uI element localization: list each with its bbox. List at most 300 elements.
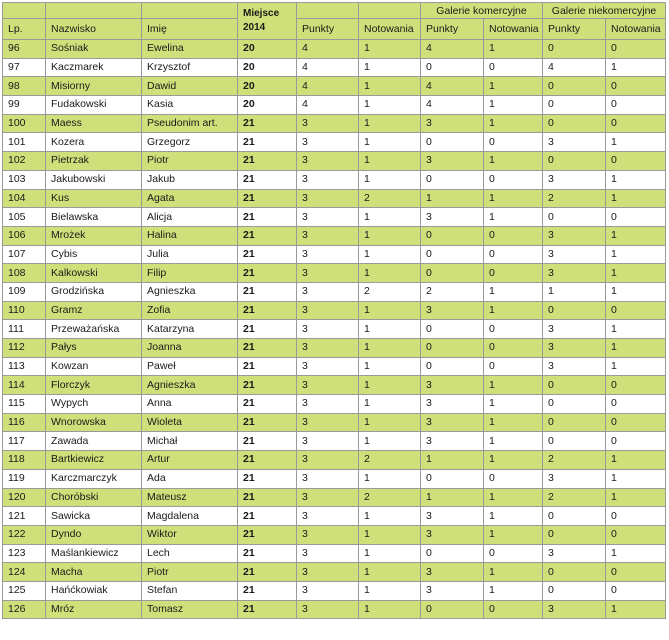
cell-nazwisko: Kaczmarek: [46, 58, 142, 77]
header-gn-punkty: Punkty: [543, 19, 606, 40]
cell-miejsce: 21: [238, 133, 297, 152]
cell-imie: Artur: [142, 451, 238, 470]
cell-lp: 119: [3, 469, 46, 488]
cell-gk-notowania: 1: [484, 114, 543, 133]
cell-miejsce: 21: [238, 264, 297, 283]
table-row: [3, 600, 666, 619]
cell-notowania: 1: [359, 114, 421, 133]
cell-notowania: 1: [359, 226, 421, 245]
header-galerie-niekomercyjne: Galerie niekomercyjne: [543, 3, 666, 19]
cell-lp: 125: [3, 581, 46, 600]
cell-nazwisko: Misiorny: [46, 77, 142, 96]
header-galerie-komercyjne: Galerie komercyjne: [421, 3, 543, 19]
cell-gn-notowania: 0: [606, 208, 666, 227]
cell-gn-punkty: 0: [543, 301, 606, 320]
cell-imie: Katarzyna: [142, 320, 238, 339]
cell-gn-notowania: 0: [606, 413, 666, 432]
cell-miejsce: 20: [238, 58, 297, 77]
cell-notowania: 1: [359, 600, 421, 619]
cell-imie: Filip: [142, 264, 238, 283]
cell-gn-punkty: 3: [543, 170, 606, 189]
cell-nazwisko: Gramz: [46, 301, 142, 320]
cell-lp: 103: [3, 170, 46, 189]
cell-gk-punkty: 1: [421, 451, 484, 470]
cell-gn-punkty: 0: [543, 432, 606, 451]
cell-gk-punkty: 3: [421, 208, 484, 227]
cell-imie: Julia: [142, 245, 238, 264]
cell-gn-notowania: 1: [606, 600, 666, 619]
header-gk-punkty: Punkty: [421, 19, 484, 40]
cell-gn-notowania: 1: [606, 189, 666, 208]
table-row: [3, 413, 666, 432]
cell-gn-notowania: 1: [606, 282, 666, 301]
cell-miejsce: 21: [238, 395, 297, 414]
cell-nazwisko: Maślankiewicz: [46, 544, 142, 563]
cell-gn-notowania: 0: [606, 114, 666, 133]
cell-lp: 122: [3, 525, 46, 544]
header-blank-lp: [3, 3, 46, 19]
cell-notowania: 1: [359, 40, 421, 59]
cell-punkty: 3: [297, 507, 359, 526]
cell-gk-punkty: 3: [421, 114, 484, 133]
cell-gn-notowania: 1: [606, 226, 666, 245]
cell-notowania: 2: [359, 189, 421, 208]
cell-punkty: 3: [297, 451, 359, 470]
table-row: [3, 152, 666, 171]
cell-notowania: 1: [359, 507, 421, 526]
cell-gk-notowania: 1: [484, 581, 543, 600]
cell-gn-punkty: 0: [543, 96, 606, 115]
table-row: [3, 226, 666, 245]
cell-gn-punkty: 2: [543, 451, 606, 470]
cell-imie: Stefan: [142, 581, 238, 600]
cell-punkty: 3: [297, 245, 359, 264]
cell-lp: 110: [3, 301, 46, 320]
cell-lp: 123: [3, 544, 46, 563]
cell-gk-notowania: 1: [484, 413, 543, 432]
cell-imie: Agnieszka: [142, 282, 238, 301]
cell-gn-notowania: 1: [606, 58, 666, 77]
cell-gk-punkty: 0: [421, 245, 484, 264]
cell-gn-punkty: 1: [543, 282, 606, 301]
cell-gk-punkty: 3: [421, 563, 484, 582]
cell-miejsce: 21: [238, 376, 297, 395]
cell-gn-notowania: 1: [606, 170, 666, 189]
cell-gk-notowania: 0: [484, 264, 543, 283]
cell-nazwisko: Mróz: [46, 600, 142, 619]
cell-gn-notowania: 1: [606, 339, 666, 358]
cell-gn-notowania: 1: [606, 469, 666, 488]
cell-notowania: 1: [359, 376, 421, 395]
cell-gk-notowania: 1: [484, 189, 543, 208]
cell-miejsce: 21: [238, 451, 297, 470]
cell-imie: Joanna: [142, 339, 238, 358]
table-row: [3, 525, 666, 544]
cell-punkty: 3: [297, 208, 359, 227]
cell-gn-punkty: 0: [543, 525, 606, 544]
cell-gn-notowania: 0: [606, 563, 666, 582]
cell-nazwisko: Kozera: [46, 133, 142, 152]
cell-punkty: 3: [297, 581, 359, 600]
cell-miejsce: 21: [238, 507, 297, 526]
cell-lp: 121: [3, 507, 46, 526]
cell-miejsce: 21: [238, 581, 297, 600]
cell-nazwisko: Hańćkowiak: [46, 581, 142, 600]
cell-gk-notowania: 0: [484, 58, 543, 77]
cell-punkty: 3: [297, 600, 359, 619]
header-notowania: Notowania: [359, 19, 421, 40]
cell-punkty: 3: [297, 376, 359, 395]
cell-imie: Halina: [142, 226, 238, 245]
table-row: [3, 451, 666, 470]
cell-miejsce: 20: [238, 40, 297, 59]
cell-punkty: 3: [297, 301, 359, 320]
cell-punkty: 3: [297, 264, 359, 283]
table-row: [3, 189, 666, 208]
cell-lp: 126: [3, 600, 46, 619]
cell-gn-notowania: 0: [606, 40, 666, 59]
cell-lp: 111: [3, 320, 46, 339]
cell-lp: 104: [3, 189, 46, 208]
table-row: [3, 395, 666, 414]
cell-lp: 100: [3, 114, 46, 133]
cell-gk-notowania: 1: [484, 152, 543, 171]
cell-gn-punkty: 0: [543, 395, 606, 414]
cell-lp: 118: [3, 451, 46, 470]
cell-gn-notowania: 1: [606, 320, 666, 339]
cell-nazwisko: Jakubowski: [46, 170, 142, 189]
cell-gk-notowania: 1: [484, 525, 543, 544]
table-row: [3, 320, 666, 339]
cell-miejsce: 20: [238, 77, 297, 96]
cell-gk-notowania: 1: [484, 77, 543, 96]
cell-punkty: 4: [297, 40, 359, 59]
header-blank-nazwisko: [46, 3, 142, 19]
cell-gn-punkty: 2: [543, 189, 606, 208]
cell-miejsce: 21: [238, 226, 297, 245]
cell-punkty: 3: [297, 469, 359, 488]
table-row: [3, 58, 666, 77]
cell-gk-punkty: 4: [421, 40, 484, 59]
cell-gk-notowania: 1: [484, 301, 543, 320]
header-row-group: [3, 3, 666, 19]
cell-gk-notowania: 0: [484, 245, 543, 264]
cell-gk-punkty: 3: [421, 525, 484, 544]
cell-notowania: 1: [359, 208, 421, 227]
header-row-columns: [3, 19, 666, 40]
cell-gn-punkty: 3: [543, 357, 606, 376]
table-row: [3, 208, 666, 227]
cell-imie: Kasia: [142, 96, 238, 115]
cell-miejsce: 21: [238, 432, 297, 451]
cell-notowania: 1: [359, 301, 421, 320]
cell-lp: 112: [3, 339, 46, 358]
cell-gn-notowania: 0: [606, 77, 666, 96]
cell-gn-notowania: 0: [606, 581, 666, 600]
cell-gk-punkty: 4: [421, 96, 484, 115]
cell-miejsce: 21: [238, 114, 297, 133]
cell-imie: Mateusz: [142, 488, 238, 507]
cell-gk-punkty: 1: [421, 189, 484, 208]
cell-nazwisko: Sawicka: [46, 507, 142, 526]
cell-punkty: 3: [297, 152, 359, 171]
table-row: [3, 581, 666, 600]
cell-imie: Pseudonim art.: [142, 114, 238, 133]
cell-punkty: 3: [297, 170, 359, 189]
cell-notowania: 1: [359, 525, 421, 544]
table-row: [3, 114, 666, 133]
cell-imie: Tomasz: [142, 600, 238, 619]
cell-notowania: 1: [359, 544, 421, 563]
cell-nazwisko: Mrożek: [46, 226, 142, 245]
cell-miejsce: 21: [238, 563, 297, 582]
cell-miejsce: 21: [238, 469, 297, 488]
cell-imie: Paweł: [142, 357, 238, 376]
cell-lp: 117: [3, 432, 46, 451]
cell-nazwisko: Pałys: [46, 339, 142, 358]
cell-notowania: 1: [359, 96, 421, 115]
cell-miejsce: 21: [238, 544, 297, 563]
cell-gn-punkty: 0: [543, 208, 606, 227]
cell-imie: Jakub: [142, 170, 238, 189]
header-gk-notowania: Notowania: [484, 19, 543, 40]
cell-gk-notowania: 0: [484, 600, 543, 619]
cell-gn-punkty: 3: [543, 339, 606, 358]
cell-gk-punkty: 3: [421, 581, 484, 600]
cell-imie: Dawid: [142, 77, 238, 96]
cell-lp: 99: [3, 96, 46, 115]
cell-punkty: 3: [297, 563, 359, 582]
table-row: [3, 469, 666, 488]
cell-gn-notowania: 0: [606, 96, 666, 115]
cell-punkty: 3: [297, 226, 359, 245]
table-row: [3, 339, 666, 358]
cell-notowania: 1: [359, 170, 421, 189]
cell-gk-punkty: 3: [421, 395, 484, 414]
table-row: [3, 170, 666, 189]
cell-lp: 120: [3, 488, 46, 507]
cell-punkty: 3: [297, 413, 359, 432]
cell-nazwisko: Kus: [46, 189, 142, 208]
cell-gk-punkty: 3: [421, 413, 484, 432]
cell-gn-punkty: 3: [543, 544, 606, 563]
cell-gn-punkty: 3: [543, 245, 606, 264]
cell-gk-notowania: 1: [484, 395, 543, 414]
cell-gn-punkty: 0: [543, 507, 606, 526]
cell-gn-punkty: 0: [543, 114, 606, 133]
cell-gk-punkty: 0: [421, 469, 484, 488]
cell-gn-punkty: 3: [543, 133, 606, 152]
cell-gn-notowania: 1: [606, 451, 666, 470]
cell-gk-punkty: 0: [421, 226, 484, 245]
cell-miejsce: 21: [238, 170, 297, 189]
cell-lp: 98: [3, 77, 46, 96]
cell-punkty: 3: [297, 488, 359, 507]
cell-miejsce: 21: [238, 282, 297, 301]
cell-miejsce: 21: [238, 525, 297, 544]
cell-notowania: 2: [359, 282, 421, 301]
cell-gk-notowania: 1: [484, 40, 543, 59]
cell-gn-notowania: 1: [606, 357, 666, 376]
cell-gk-punkty: 0: [421, 600, 484, 619]
cell-gk-punkty: 3: [421, 432, 484, 451]
header-miejsce: Miejsce 2014: [238, 3, 297, 40]
table-row: [3, 544, 666, 563]
cell-gk-punkty: 0: [421, 320, 484, 339]
cell-punkty: 3: [297, 525, 359, 544]
cell-notowania: 1: [359, 339, 421, 358]
cell-notowania: 1: [359, 264, 421, 283]
cell-notowania: 1: [359, 563, 421, 582]
cell-punkty: 3: [297, 432, 359, 451]
ranking-table: [2, 2, 666, 619]
cell-imie: Wioleta: [142, 413, 238, 432]
cell-punkty: 3: [297, 320, 359, 339]
cell-lp: 101: [3, 133, 46, 152]
cell-imie: Michał: [142, 432, 238, 451]
cell-imie: Ewelina: [142, 40, 238, 59]
cell-gk-punkty: 0: [421, 133, 484, 152]
cell-gn-punkty: 3: [543, 600, 606, 619]
cell-imie: Lech: [142, 544, 238, 563]
cell-gk-notowania: 0: [484, 544, 543, 563]
cell-punkty: 3: [297, 544, 359, 563]
cell-miejsce: 21: [238, 208, 297, 227]
cell-nazwisko: Macha: [46, 563, 142, 582]
cell-notowania: 1: [359, 245, 421, 264]
cell-gn-punkty: 0: [543, 581, 606, 600]
cell-lp: 116: [3, 413, 46, 432]
cell-nazwisko: Kalkowski: [46, 264, 142, 283]
cell-miejsce: 20: [238, 96, 297, 115]
table-row: [3, 432, 666, 451]
cell-miejsce: 21: [238, 152, 297, 171]
cell-gk-punkty: 3: [421, 507, 484, 526]
cell-gk-notowania: 0: [484, 226, 543, 245]
cell-imie: Piotr: [142, 152, 238, 171]
table-row: [3, 77, 666, 96]
cell-punkty: 4: [297, 96, 359, 115]
cell-gk-notowania: 1: [484, 507, 543, 526]
cell-gn-punkty: 3: [543, 264, 606, 283]
cell-gk-punkty: 0: [421, 264, 484, 283]
cell-gk-notowania: 0: [484, 469, 543, 488]
header-lp: Lp.: [3, 19, 46, 40]
cell-gk-notowania: 1: [484, 282, 543, 301]
cell-miejsce: 21: [238, 339, 297, 358]
cell-punkty: 3: [297, 339, 359, 358]
cell-gn-punkty: 0: [543, 40, 606, 59]
table-row: [3, 376, 666, 395]
cell-gn-punkty: 2: [543, 488, 606, 507]
cell-nazwisko: Pietrzak: [46, 152, 142, 171]
table-row: [3, 282, 666, 301]
cell-imie: Ada: [142, 469, 238, 488]
cell-punkty: 4: [297, 77, 359, 96]
cell-notowania: 1: [359, 432, 421, 451]
cell-gn-punkty: 0: [543, 376, 606, 395]
cell-gk-punkty: 0: [421, 170, 484, 189]
header-blank-punkty: [297, 3, 359, 19]
cell-gk-notowania: 1: [484, 208, 543, 227]
cell-nazwisko: Kowzan: [46, 357, 142, 376]
table-row: [3, 96, 666, 115]
cell-gk-notowania: 1: [484, 376, 543, 395]
cell-gk-punkty: 3: [421, 152, 484, 171]
cell-notowania: 1: [359, 395, 421, 414]
cell-lp: 106: [3, 226, 46, 245]
cell-punkty: 3: [297, 114, 359, 133]
cell-gn-notowania: 0: [606, 301, 666, 320]
table-row: [3, 357, 666, 376]
cell-imie: Agnieszka: [142, 376, 238, 395]
cell-nazwisko: Zawada: [46, 432, 142, 451]
cell-miejsce: 21: [238, 413, 297, 432]
cell-gk-punkty: 1: [421, 488, 484, 507]
cell-gn-notowania: 1: [606, 264, 666, 283]
cell-nazwisko: Cybis: [46, 245, 142, 264]
cell-lp: 109: [3, 282, 46, 301]
cell-lp: 108: [3, 264, 46, 283]
cell-imie: Agata: [142, 189, 238, 208]
cell-lp: 114: [3, 376, 46, 395]
cell-nazwisko: Florczyk: [46, 376, 142, 395]
table-row: [3, 301, 666, 320]
cell-gn-notowania: 1: [606, 133, 666, 152]
cell-gk-notowania: 0: [484, 133, 543, 152]
cell-gk-notowania: 0: [484, 357, 543, 376]
cell-nazwisko: Grodzińska: [46, 282, 142, 301]
cell-imie: Zofia: [142, 301, 238, 320]
cell-gn-notowania: 1: [606, 245, 666, 264]
cell-gk-notowania: 0: [484, 170, 543, 189]
cell-notowania: 1: [359, 357, 421, 376]
cell-punkty: 4: [297, 58, 359, 77]
table-row: [3, 40, 666, 59]
cell-notowania: 1: [359, 133, 421, 152]
cell-miejsce: 21: [238, 320, 297, 339]
cell-gk-notowania: 0: [484, 339, 543, 358]
cell-gk-punkty: 4: [421, 77, 484, 96]
cell-gn-notowania: 0: [606, 525, 666, 544]
cell-nazwisko: Sośniak: [46, 40, 142, 59]
ranking-table-container: [2, 2, 665, 619]
cell-nazwisko: Chorόbski: [46, 488, 142, 507]
table-body: [3, 40, 666, 619]
cell-nazwisko: Maess: [46, 114, 142, 133]
cell-imie: Krzysztof: [142, 58, 238, 77]
cell-gn-punkty: 0: [543, 152, 606, 171]
cell-imie: Grzegorz: [142, 133, 238, 152]
cell-gn-punkty: 3: [543, 226, 606, 245]
cell-gk-punkty: 0: [421, 357, 484, 376]
cell-miejsce: 21: [238, 245, 297, 264]
cell-punkty: 3: [297, 282, 359, 301]
cell-gk-punkty: 0: [421, 58, 484, 77]
cell-gn-notowania: 0: [606, 152, 666, 171]
table-row: [3, 245, 666, 264]
cell-imie: Wiktor: [142, 525, 238, 544]
header-blank-notowania: [359, 3, 421, 19]
cell-notowania: 1: [359, 413, 421, 432]
cell-gk-notowania: 1: [484, 96, 543, 115]
cell-punkty: 3: [297, 189, 359, 208]
cell-gn-punkty: 3: [543, 469, 606, 488]
cell-miejsce: 21: [238, 357, 297, 376]
cell-imie: Piotr: [142, 563, 238, 582]
cell-punkty: 3: [297, 357, 359, 376]
cell-gk-notowania: 1: [484, 432, 543, 451]
